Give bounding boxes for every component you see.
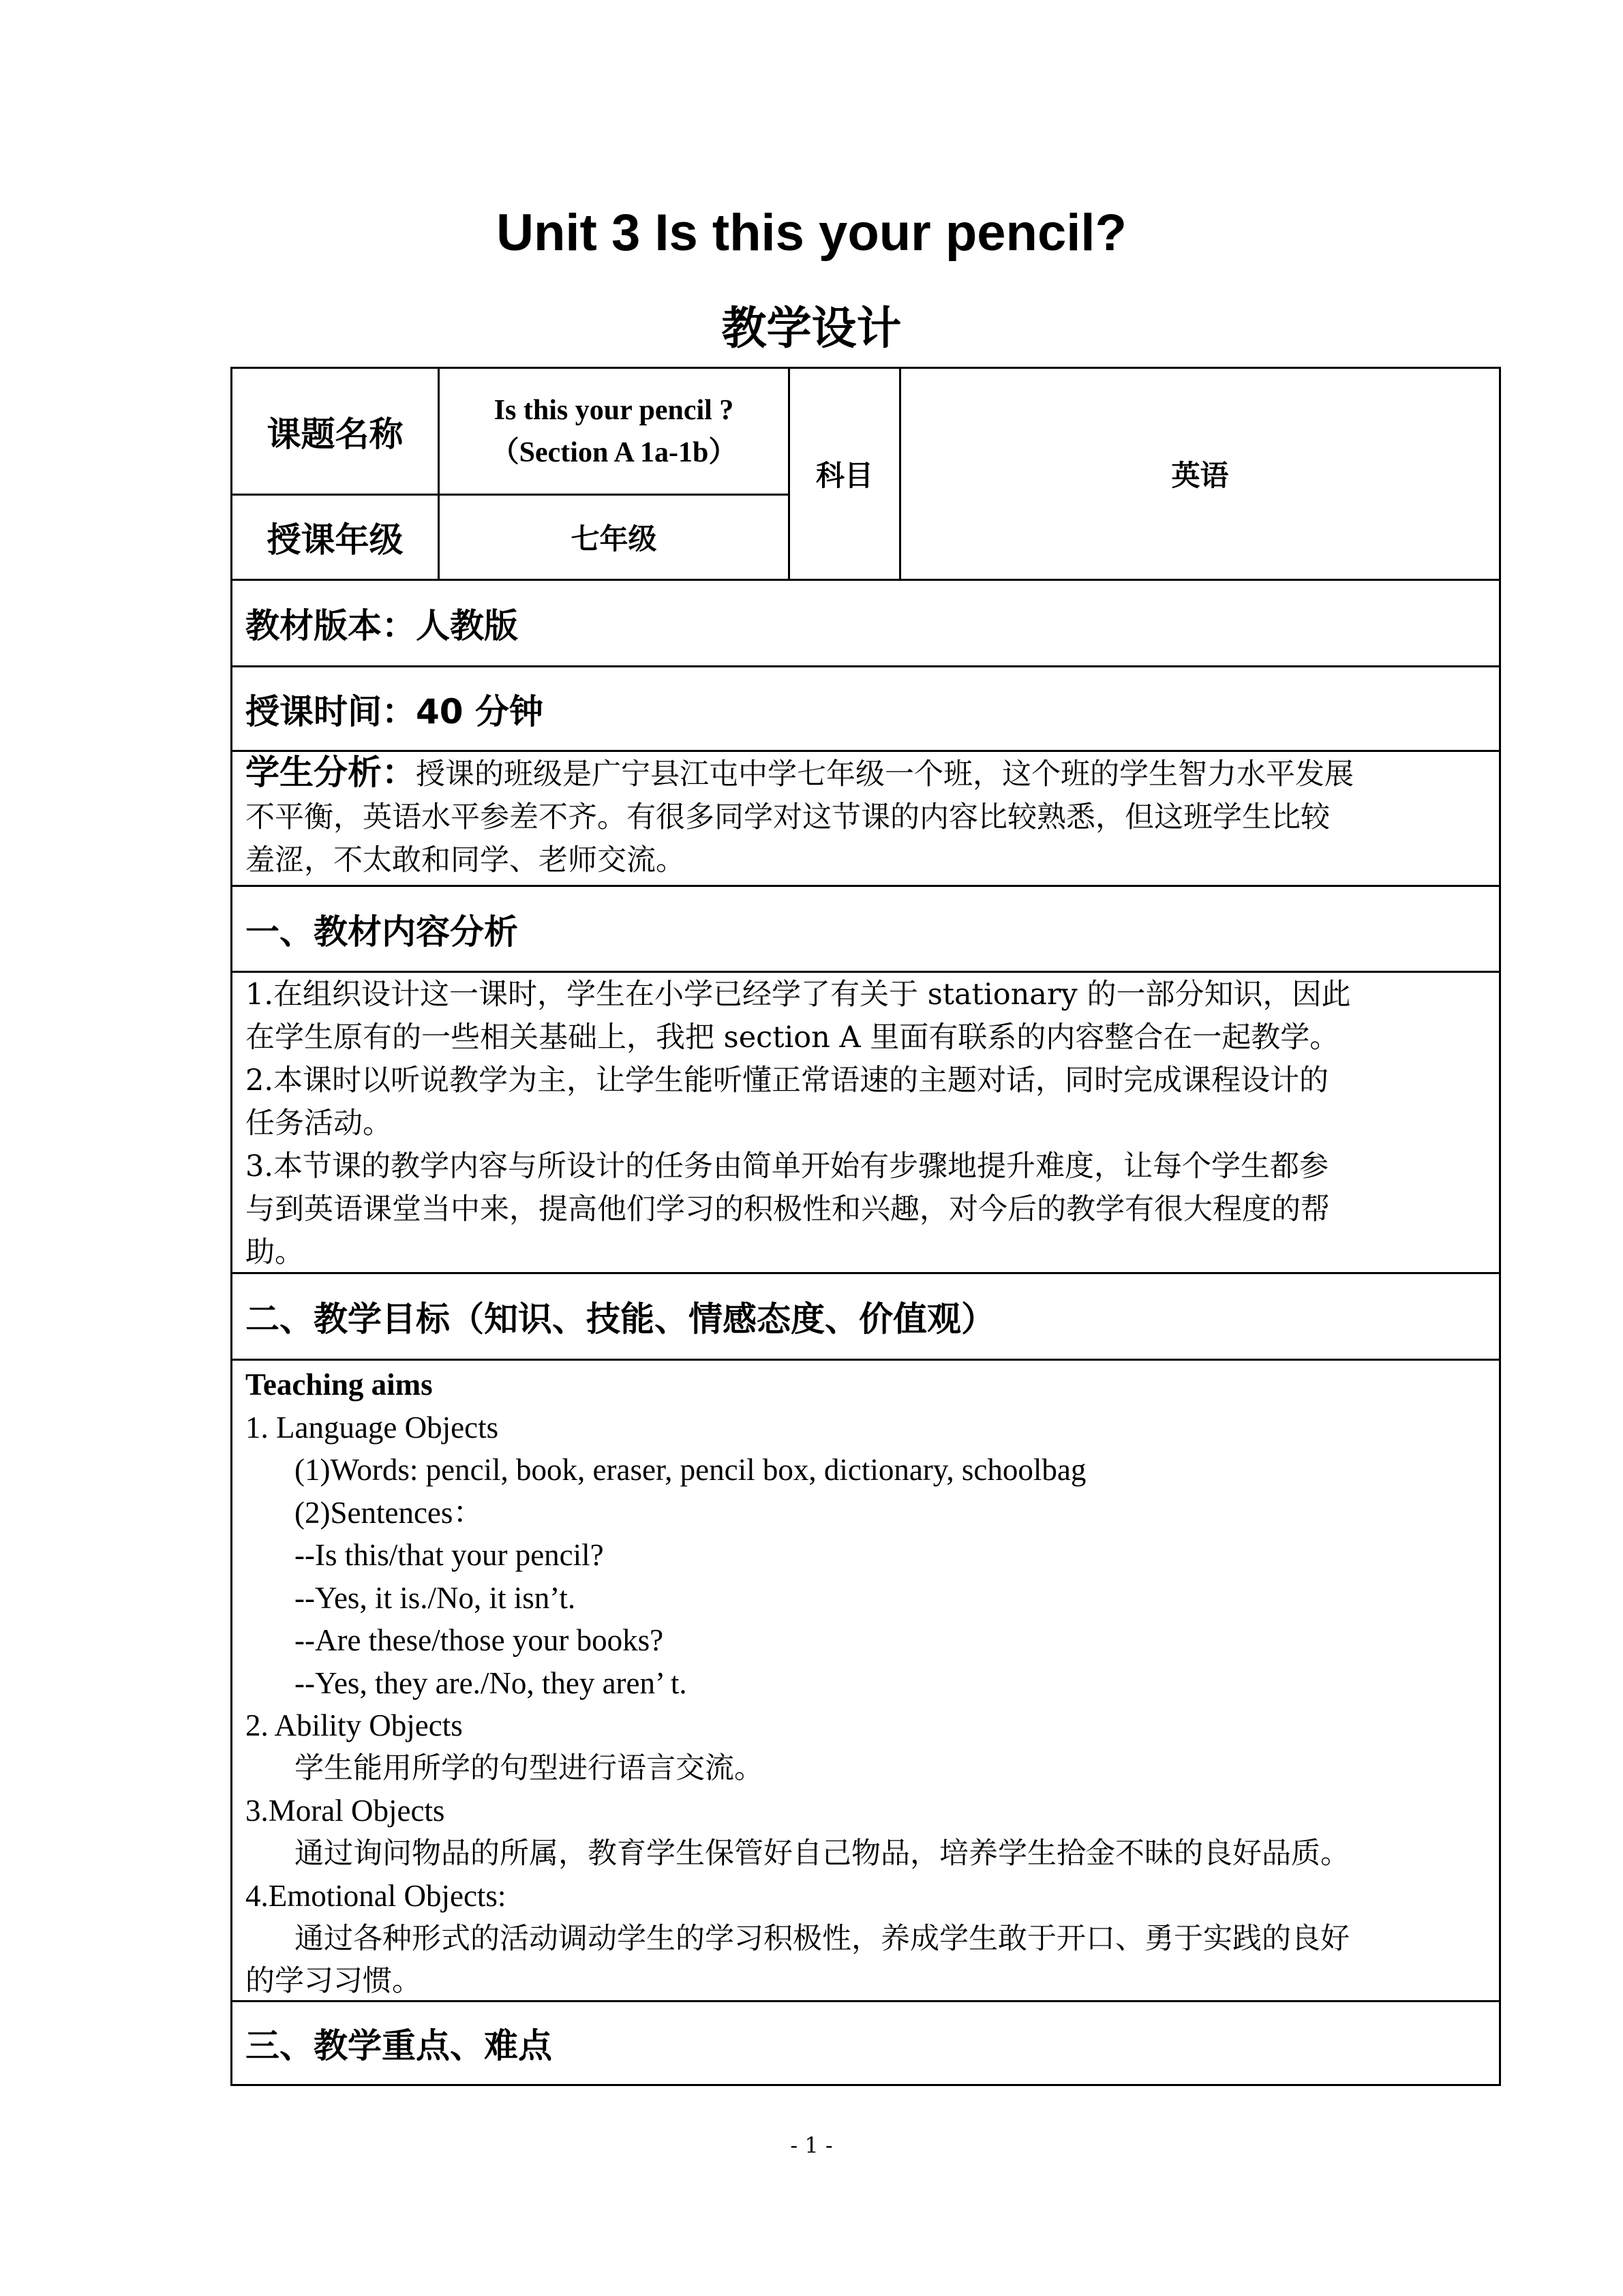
student-analysis-line-3: 羞涩，不太敢和同学、老师交流。 bbox=[245, 843, 685, 877]
aims-sentence: --Is this/that your pencil? bbox=[294, 1538, 604, 1572]
content-line: 3.本节课的教学内容与所设计的任务由简单开始有步骤地提升难度，让每个学生都参 bbox=[245, 1149, 1329, 1183]
document-title: Unit 3 Is this your pencil? bbox=[496, 204, 1127, 262]
duration-row: 授课时间：40 分钟 bbox=[245, 691, 543, 731]
subject-label: 科目 bbox=[815, 459, 873, 492]
section1-title: 一、教材内容分析 bbox=[245, 911, 518, 952]
table-border-bottom bbox=[230, 2084, 1501, 2086]
subject-value: 英语 bbox=[1171, 459, 1229, 492]
aims-sentence: --Yes, it is./No, it isn’t. bbox=[294, 1580, 576, 1615]
content-line: 与到英语课堂当中来，提高他们学习的积极性和兴趣，对今后的教学有很大程度的帮 bbox=[245, 1192, 1330, 1226]
table-line-section2 bbox=[230, 1359, 1501, 1361]
student-analysis-line-2: 不平衡，英语水平参差不齐。有很多同学对这节课的内容比较熟悉，但这班学生比较 bbox=[245, 800, 1330, 834]
aims-emotional-objects: 4.Emotional Objects: bbox=[245, 1879, 506, 1913]
document-subtitle: 教学设计 bbox=[721, 302, 902, 354]
topic-line-1: Is this your pencil ? bbox=[494, 394, 734, 426]
content-line: 2.本课时以听说教学为主，让学生能听懂正常语速的主题对话，同时完成课程设计的 bbox=[245, 1063, 1329, 1098]
student-analysis-label: 学生分析： bbox=[245, 753, 416, 792]
aims-sentences: (2)Sentences： bbox=[294, 1495, 484, 1530]
page-number: - 1 - bbox=[790, 2132, 833, 2158]
aims-ability-text: 学生能用所学的句型进行语言交流。 bbox=[294, 1751, 763, 1785]
grade-label: 授课年级 bbox=[267, 520, 404, 560]
content-line: 任务活动。 bbox=[245, 1106, 392, 1141]
topic-line-2: （Section A 1a-1b） bbox=[490, 436, 738, 468]
aims-moral-objects: 3.Moral Objects bbox=[245, 1794, 445, 1828]
topic-label: 课题名称 bbox=[267, 414, 404, 454]
topic-value bbox=[440, 369, 788, 494]
aims-ability-objects: 2. Ability Objects bbox=[245, 1708, 463, 1742]
aims-heading: Teaching aims bbox=[245, 1368, 433, 1402]
aims-sentence: --Yes, they are./No, they aren’ t. bbox=[294, 1665, 687, 1700]
aims-emotional-text: 通过各种形式的活动调动学生的学习积极性，养成学生敢于开口、勇于实践的良好 bbox=[294, 1921, 1350, 1956]
aims-emotional-text-cont: 的学习习惯。 bbox=[245, 1964, 421, 1998]
section2-title: 二、教学目标（知识、技能、情感态度、价值观） bbox=[245, 1299, 995, 1339]
content-line: 在学生原有的一些相关基础上，我把 section A 里面有联系的内容整合在一起教学。 bbox=[245, 1021, 1339, 1055]
aims-language-objects: 1. Language Objects bbox=[245, 1410, 499, 1445]
aims-moral-text: 通过询问物品的所属，教育学生保管好自己物品，培养学生拾金不昧的良好品质。 bbox=[294, 1836, 1350, 1871]
content-analysis bbox=[245, 973, 1486, 1274]
edition-row: 教材版本：人教版 bbox=[245, 606, 518, 646]
table-border-right bbox=[1499, 367, 1501, 2086]
table-line-section1 bbox=[230, 971, 1501, 973]
student-analysis bbox=[245, 751, 1486, 882]
student-analysis-line-1: 授课的班级是广宁县江屯中学七年级一个班，这个班的学生智力水平发展 bbox=[416, 757, 1354, 791]
content-line: 1.在组织设计这一课时，学生在小学已经学了有关于 stationary 的一部分知识，因此 bbox=[245, 978, 1351, 1012]
content-line: 助。 bbox=[245, 1235, 304, 1269]
lesson-plan-table bbox=[230, 367, 1501, 2086]
grade-value: 七年级 bbox=[571, 522, 657, 556]
table-border-left bbox=[230, 367, 232, 2086]
teaching-aims bbox=[245, 1363, 1493, 2003]
aims-words: (1)Words: pencil, book, eraser, pencil box, dictionary, schoolbag bbox=[294, 1453, 1087, 1487]
aims-sentence: --Are these/those your books? bbox=[294, 1623, 664, 1657]
section3-title: 三、教学重点、难点 bbox=[245, 2026, 552, 2066]
